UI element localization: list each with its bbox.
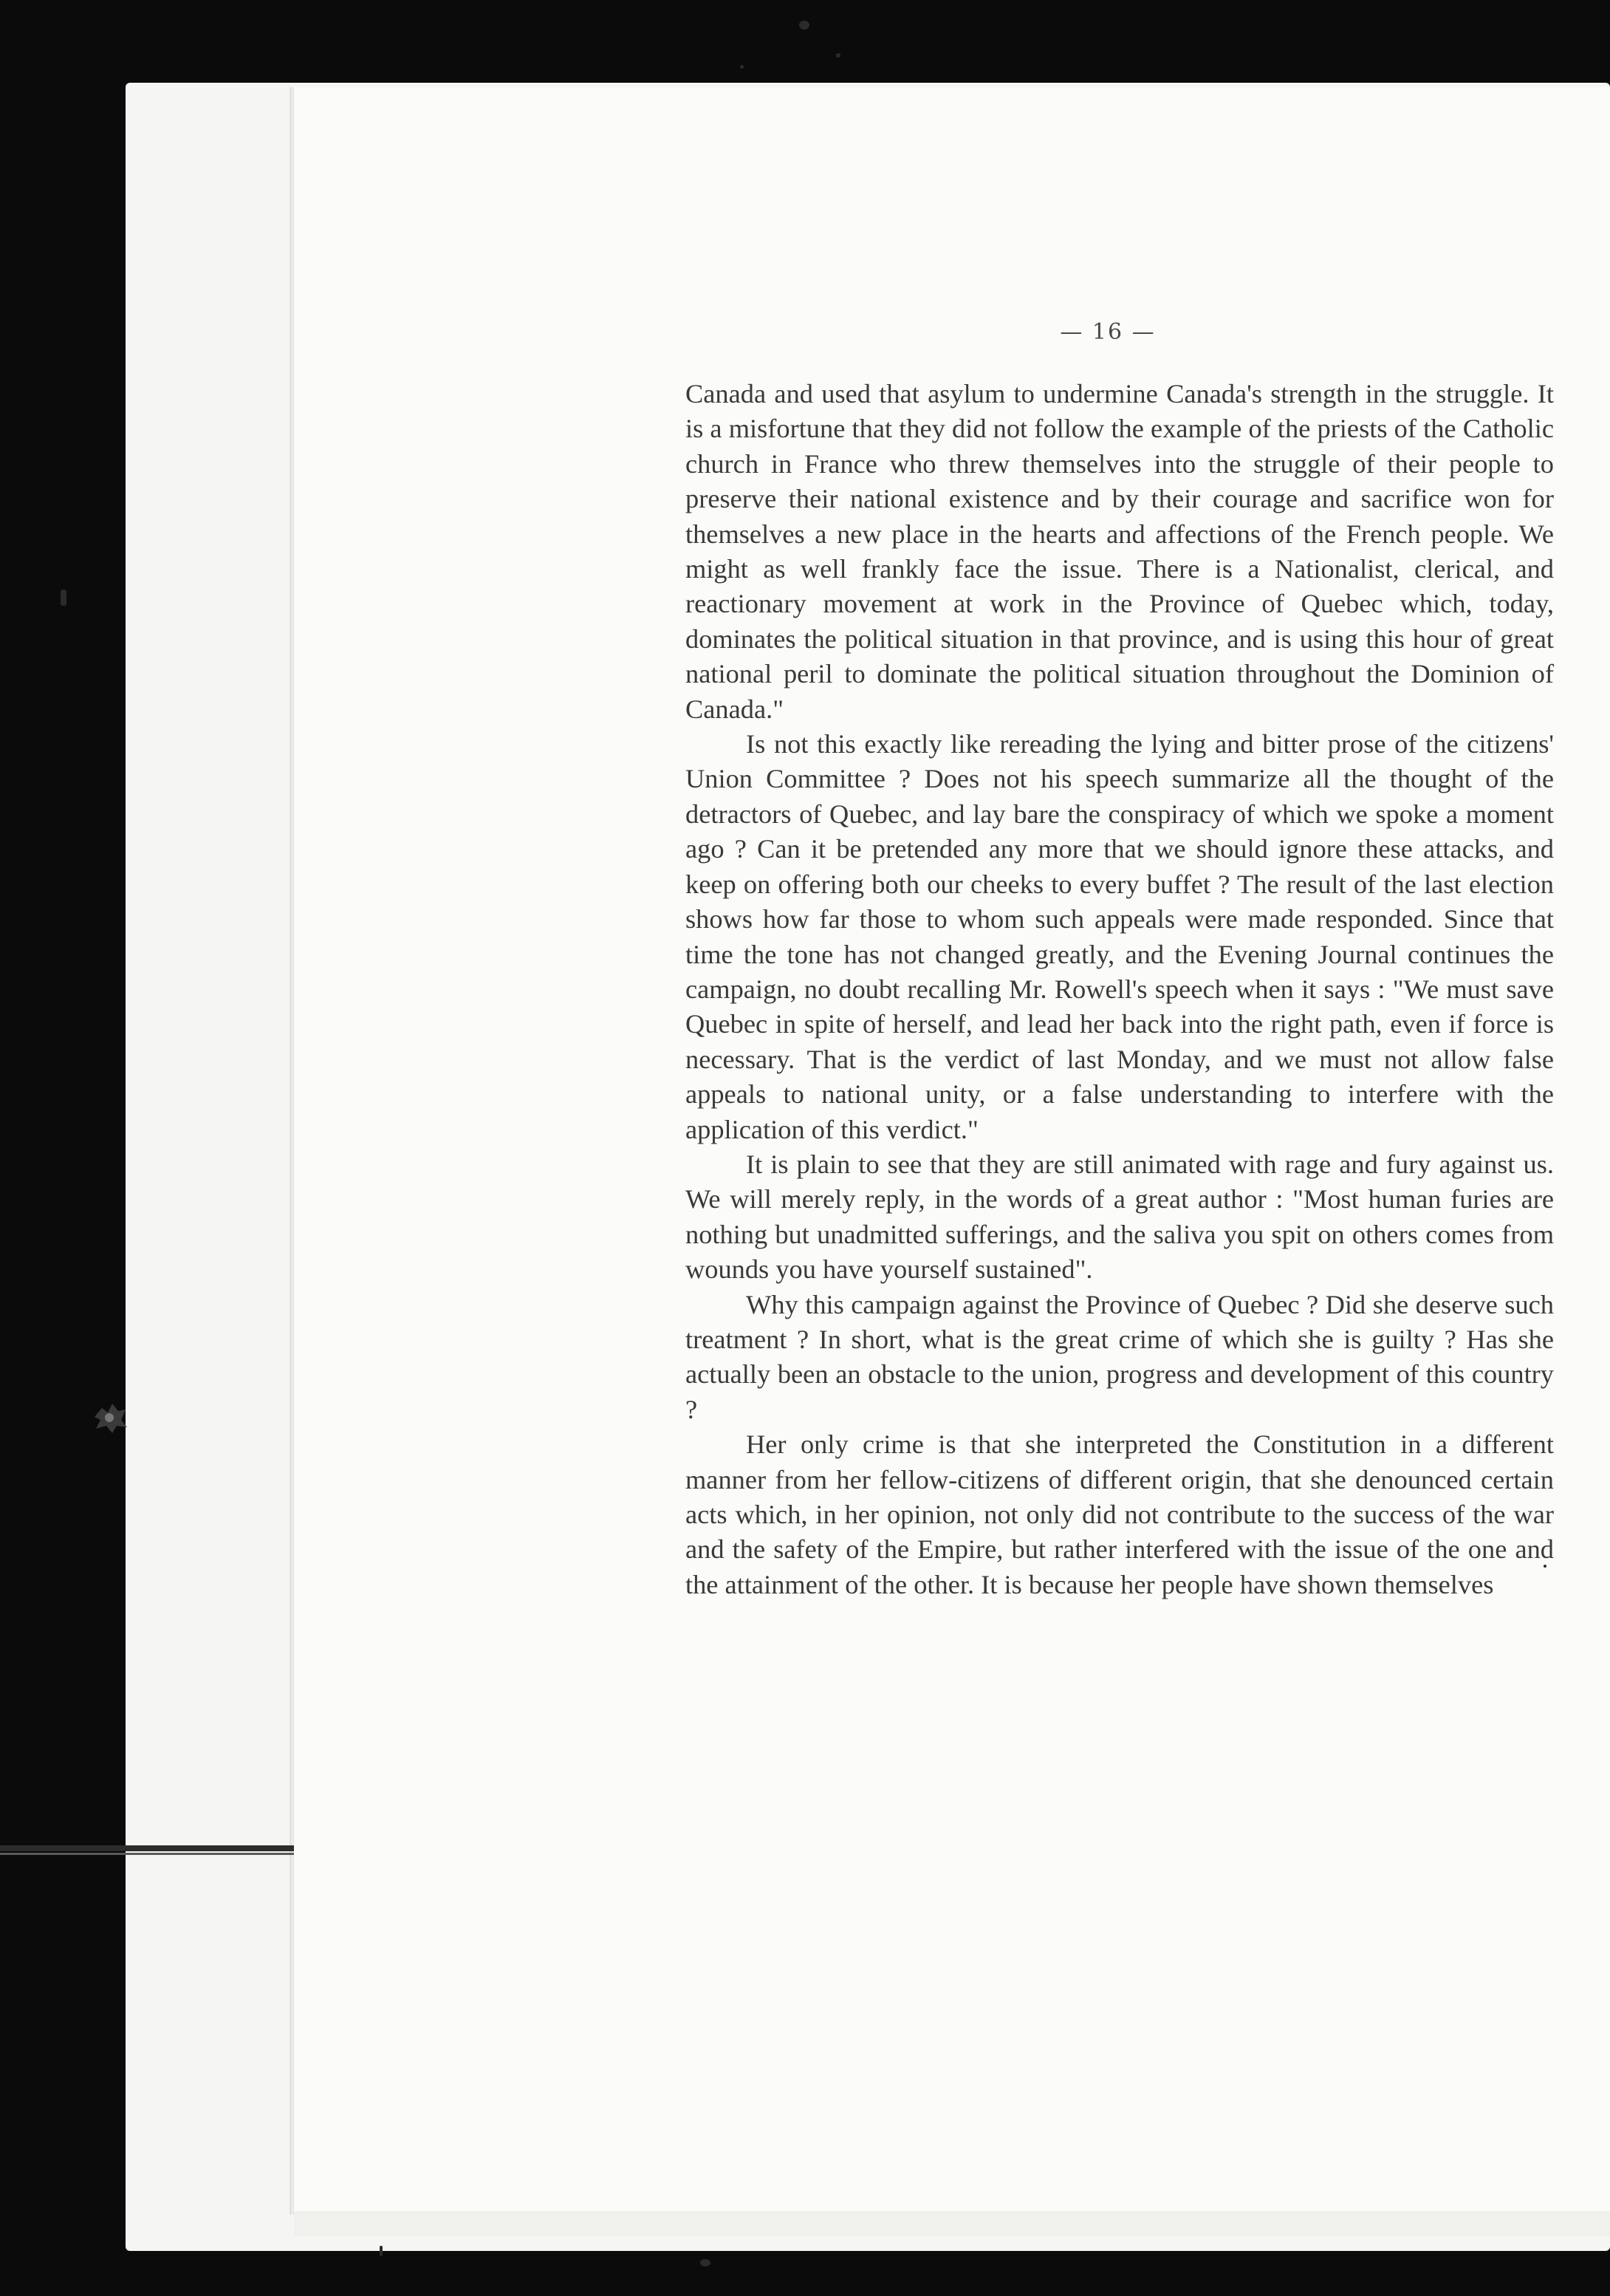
page-body-text <box>685 377 1554 1602</box>
ink-blot-mark <box>89 1398 130 1436</box>
scanner-edge-line <box>0 1845 294 1851</box>
scanner-edge-line-secondary <box>0 1853 294 1855</box>
page-bottom-edge <box>294 2211 1610 2236</box>
page-fold-edge <box>290 87 292 2215</box>
paragraph: Why this campaign against the Province of Quebec ? Did she deserve such treatment ? In short, what is the great crime of which she is guilty ? Has she actually been an obstacle to the union, progress and development of this country ? <box>685 1289 1554 1424</box>
dust-speck <box>700 2259 710 2266</box>
paragraph: It is plain to see that they are still animated with rage and fury against us. We will merely reply, in the words of a great author : "Most human furies are nothing but unadmitted sufferings, and the saliva you spit on others comes from wounds you have yourself sustained". <box>685 1149 1554 1285</box>
paragraph: Her only crime is that she interpreted the Constitution in a different manner from her fellow-citizens of different origin, that she denounced certain acts which, in her opinion, not only did not contribute to the success of the war and the safety of the Empire, but rather interfered with the issue of the one and the attainment of the other. It is because her people have shown themselves <box>685 1429 1554 1599</box>
page-number: — 16 — <box>1060 319 1156 345</box>
dust-speck <box>799 21 809 30</box>
paragraph: Canada and used that asylum to undermine Canada's strength in the struggle. It is a misfortune that they did not follow the example of the priests of the Catholic church in France who threw themselves into the struggle of their people to preserve their national existence and by their courage and sacrifice won for themselves a new place in the hearts and affections of the French people. We might as well frankly face the issue. There is a Nationalist, clerical, and reactionary movement at work in the Province of Quebec which, today, dominates the political situation in that province, and is using this hour of great national peril to dominate the political situation throughout the Dominion of Canada." <box>685 379 1554 724</box>
paragraph: Is not this exactly like rereading the lying and bitter prose of the citizens' Union Committee ? Does not his speech summarize all the thought of the detractors of Quebec, and lay bare the conspiracy of which we spoke a moment ago ? Can it be pretended any more that we should ignore these attacks, and keep on offering both our cheeks to every buffet ? The result of the last election shows how far those to whom such appeals were made responded. Since that time the tone has not changed greatly, and the Evening Journal continues the campaign, no doubt recalling Mr. Rowell's speech when it says : "We must save Quebec in spite of herself, and lead her back into the right path, even if force is necessary. That is the verdict of last Monday, and we must not allow false appeals to national unity, or a false understanding to interfere with the application of this verdict." <box>685 729 1554 1144</box>
dust-speck <box>836 53 840 58</box>
dust-speck <box>61 590 66 606</box>
dust-speck <box>740 65 744 69</box>
dust-speck <box>380 2246 383 2256</box>
